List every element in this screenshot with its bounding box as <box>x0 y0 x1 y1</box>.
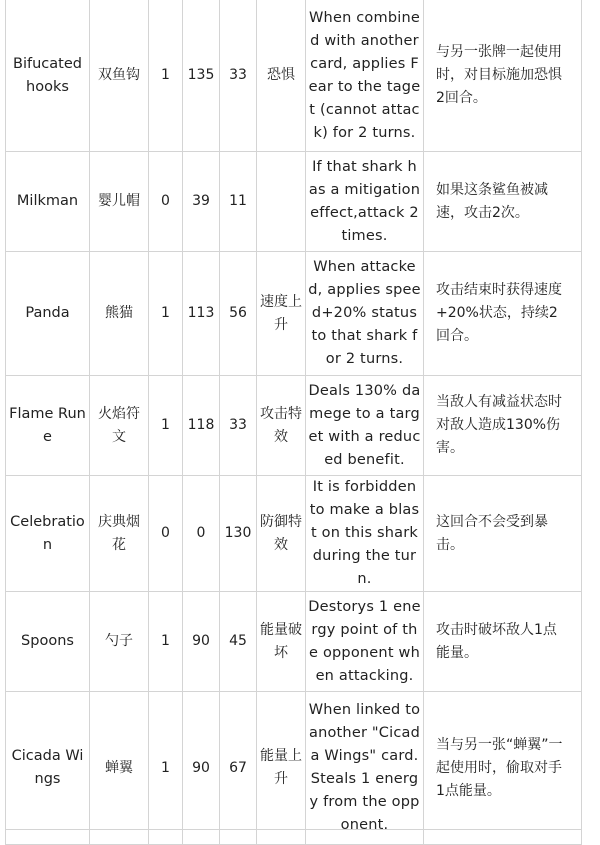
card-description-en: When linked to another "Cicada Wings" card. Steals 1 energy from the opponent. <box>306 692 424 845</box>
card-cost: 1 <box>149 692 183 845</box>
card-effect: 恐惧 <box>257 0 306 152</box>
card-attack: 113 <box>183 252 220 376</box>
card-cost: 1 <box>149 592 183 692</box>
card-name-en: Flame Rune <box>6 376 90 476</box>
card-description-zh: 如果这条鲨鱼被减速，攻击2次。 <box>424 152 582 252</box>
card-description-zh: 这回合不会受到暴击。 <box>424 476 582 592</box>
card-hp: 33 <box>220 0 257 152</box>
card-effect: 速度上升 <box>257 252 306 376</box>
card-hp: 56 <box>220 252 257 376</box>
card-cost: 0 <box>149 152 183 252</box>
card-name-zh: 熊猫 <box>90 252 149 376</box>
card-name-zh: 勺子 <box>90 592 149 692</box>
table-row <box>6 152 582 252</box>
card-table <box>5 0 582 845</box>
card-effect: 能量破坏 <box>257 592 306 692</box>
card-name-en: Cicada Wings <box>6 692 90 845</box>
card-description-zh: 与另一张牌一起使用时，对目标施加恐惧2回合。 <box>424 0 582 152</box>
table-row <box>6 592 582 692</box>
card-attack: 90 <box>183 692 220 845</box>
card-effect: 防御特效 <box>257 476 306 592</box>
table-row <box>6 0 582 152</box>
card-cost: 1 <box>149 252 183 376</box>
card-attack: 118 <box>183 376 220 476</box>
card-effect <box>257 152 306 252</box>
card-attack: 90 <box>183 592 220 692</box>
card-hp: 11 <box>220 152 257 252</box>
card-name-en: Celebration <box>6 476 90 592</box>
card-cost: 1 <box>149 376 183 476</box>
card-name-zh: 火焰符文 <box>90 376 149 476</box>
card-effect: 能量上升 <box>257 692 306 845</box>
table-row <box>6 252 582 376</box>
card-description-en: Deals 130% damege to a target with a reduced benefit. <box>306 376 424 476</box>
card-attack: 39 <box>183 152 220 252</box>
card-description-en: If that shark has a mitigation effect,attack 2 times. <box>306 152 424 252</box>
table-row <box>6 692 582 845</box>
card-description-zh: 攻击时破坏敌人1点能量。 <box>424 592 582 692</box>
card-name-en: Milkman <box>6 152 90 252</box>
card-hp: 33 <box>220 376 257 476</box>
card-name-zh: 双鱼钩 <box>90 0 149 152</box>
card-description-zh: 攻击结束时获得速度+20%状态，持续2回合。 <box>424 252 582 376</box>
table-row <box>6 476 582 592</box>
card-attack: 135 <box>183 0 220 152</box>
card-hp: 67 <box>220 692 257 845</box>
card-hp: 130 <box>220 476 257 592</box>
table-row <box>6 376 582 476</box>
card-cost: 1 <box>149 0 183 152</box>
card-description-en: Destorys 1 energy point of the opponent when attacking. <box>306 592 424 692</box>
card-name-zh: 婴儿帽 <box>90 152 149 252</box>
card-name-en: Spoons <box>6 592 90 692</box>
card-cost: 0 <box>149 476 183 592</box>
card-hp: 45 <box>220 592 257 692</box>
card-name-en: Bifucated hooks <box>6 0 90 152</box>
card-description-en: It is forbidden to make a blast on this shark during the turn. <box>306 476 424 592</box>
card-name-en: Panda <box>6 252 90 376</box>
card-description-en: When combined with another card, applies Fear to the taget (cannot attack) for 2 turns. <box>306 0 424 152</box>
card-description-zh: 当与另一张“蝉翼”一起使用时，偷取对手1点能量。 <box>424 692 582 845</box>
card-description-en: When attacked, applies speed+20% status to that shark for 2 turns. <box>306 252 424 376</box>
card-attack: 0 <box>183 476 220 592</box>
card-effect: 攻击特效 <box>257 376 306 476</box>
card-name-zh: 庆典烟花 <box>90 476 149 592</box>
card-description-zh: 当敌人有减益状态时对敌人造成130%伤害。 <box>424 376 582 476</box>
card-name-zh: 蝉翼 <box>90 692 149 845</box>
